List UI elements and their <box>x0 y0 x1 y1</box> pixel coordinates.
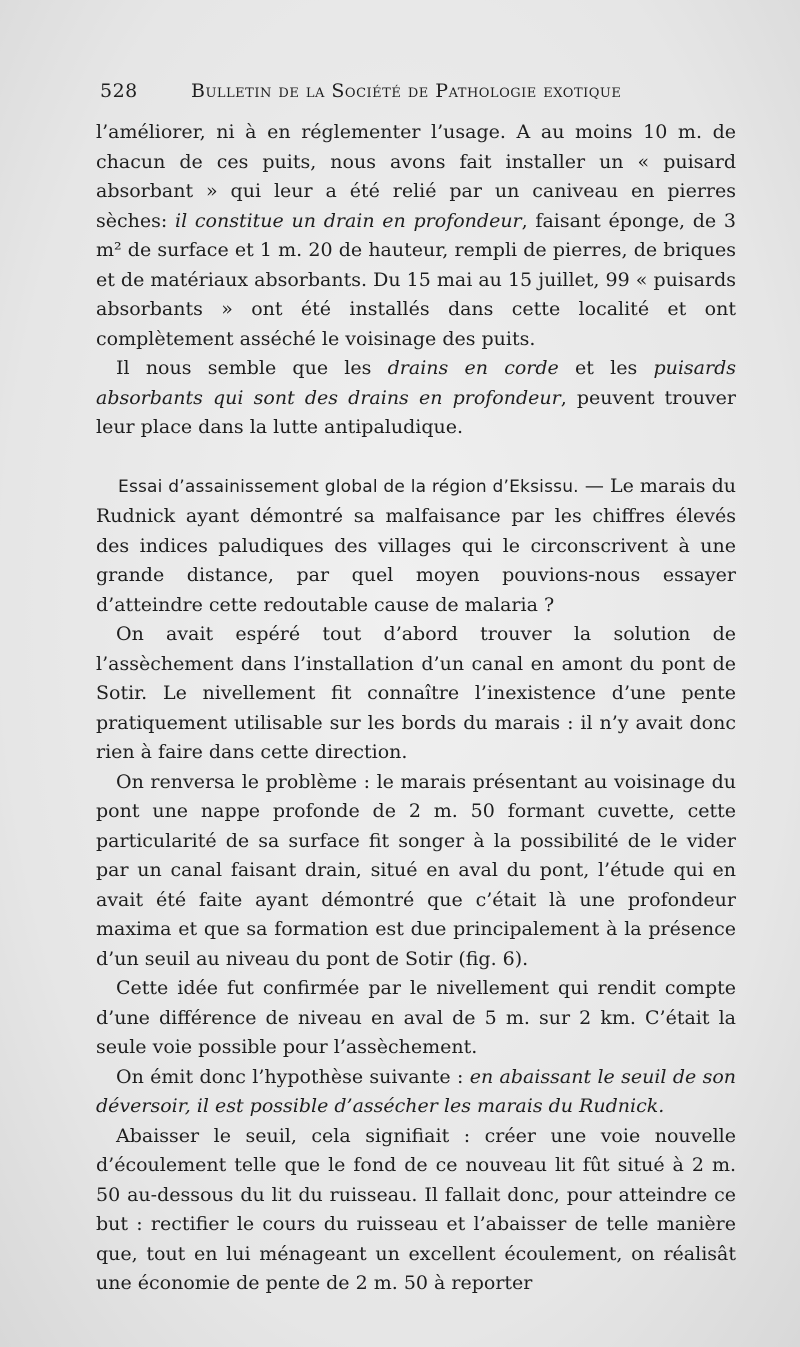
page-header <box>100 80 740 110</box>
italic-run: drains en corde <box>387 357 559 379</box>
page-number: 528 <box>100 80 138 102</box>
italic-run: il constitue un drain en profondeur <box>175 209 522 232</box>
text-run: , faisant éponge, de 3 m² de surface et 1 m. 20 de hauteur, rempli de pierres, de briques et de matériaux absorbants. Du 15 mai au 15 juillet, 99 « puisards absorbants » ont été installés dans cette localité et ont complètement asséché le voisinage des puits. <box>96 209 736 350</box>
text-run: , peuvent trouver leur place dans la lutte antipaludique. <box>96 386 736 438</box>
paragraph-1 <box>96 118 736 354</box>
text-run: — Le marais du Rudnick ayant démontré sa malfaisance par les chiffres élevés des indices paludiques des villages qui le circonscrivent à une grande distance, par quel moyen pouvions-nous essayer d’atteindre cette redoutable cause de malaria ? <box>96 474 736 616</box>
paragraph-4: On avait espéré tout d’abord trouver la solution de l’assèchement dans l’installation d’un canal en amont du pont de Sotir. Le nivellement fit connaître l’inexistence d’une pente pratiquement utilisable sur les bords du marais : il n’y avait donc rien à faire dans cette direction. <box>96 623 736 763</box>
paragraph-8: Abaisser le seuil, cela signifiait : créer une voie nouvelle d’écoulement telle que le fond de ce nouveau lit fût situé à 2 m. 50 au-dessous du lit du ruisseau. Il fallait donc, pour atteindre ce but : rectifier le cours du ruisseau et l’abaisser de telle manière que, tout en lui ménageant un excellent écoulement, on réalisât une économie de pente de 2 m. 50 à reporter <box>96 1124 736 1294</box>
section-title: Essai d’assainissement global de la région d’Eksissu. <box>118 476 579 497</box>
body-text <box>96 118 736 1299</box>
italic-run: puisards absorbants qui sont des drains en profondeur <box>96 357 736 409</box>
running-title: Bulletin de la Société de Pathologie exotique <box>191 80 622 102</box>
paragraph-6: Cette idée fut confirmée par le nivellement qui rendit compte d’une différence de niveau en aval de 5 m. sur 2 km. C’était la seule voie possible pour l’assèchement. <box>96 977 736 1058</box>
text-run: et les <box>558 357 654 379</box>
text-run: On émit donc l’hypothèse suivante : <box>116 1065 470 1088</box>
paragraph-2 <box>96 354 736 443</box>
paragraph-3 <box>96 472 736 621</box>
text-run: Il nous semble que les <box>116 357 388 379</box>
paragraph-7 <box>96 1063 736 1122</box>
italic-run: en abaissant le seuil de son déversoir, il est possible d’assécher les marais du Rudnick. <box>96 1065 737 1117</box>
paragraph-5: On renversa le problème : le marais présentant au voisinage du pont une nappe profonde de 2 m. 50 formant cuvette, cette particularité de sa surface fit songer à la possibilité de le vider par un canal faisant drain, situé en aval du pont, l’étude qui en avait été faite ayant démontré que c’était là une profondeur maxima et que sa formation est due principalement à la présence d’un seuil au niveau du pont de Sotir (fig. 6). <box>96 770 736 970</box>
text-run: l’améliorer, ni à en réglementer l’usage. A au moins 10 m. de chacun de ces puits, nous avons fait installer un « puisard absorbant » qui leur a été relié par un caniveau en pierres sèches: <box>96 121 736 232</box>
